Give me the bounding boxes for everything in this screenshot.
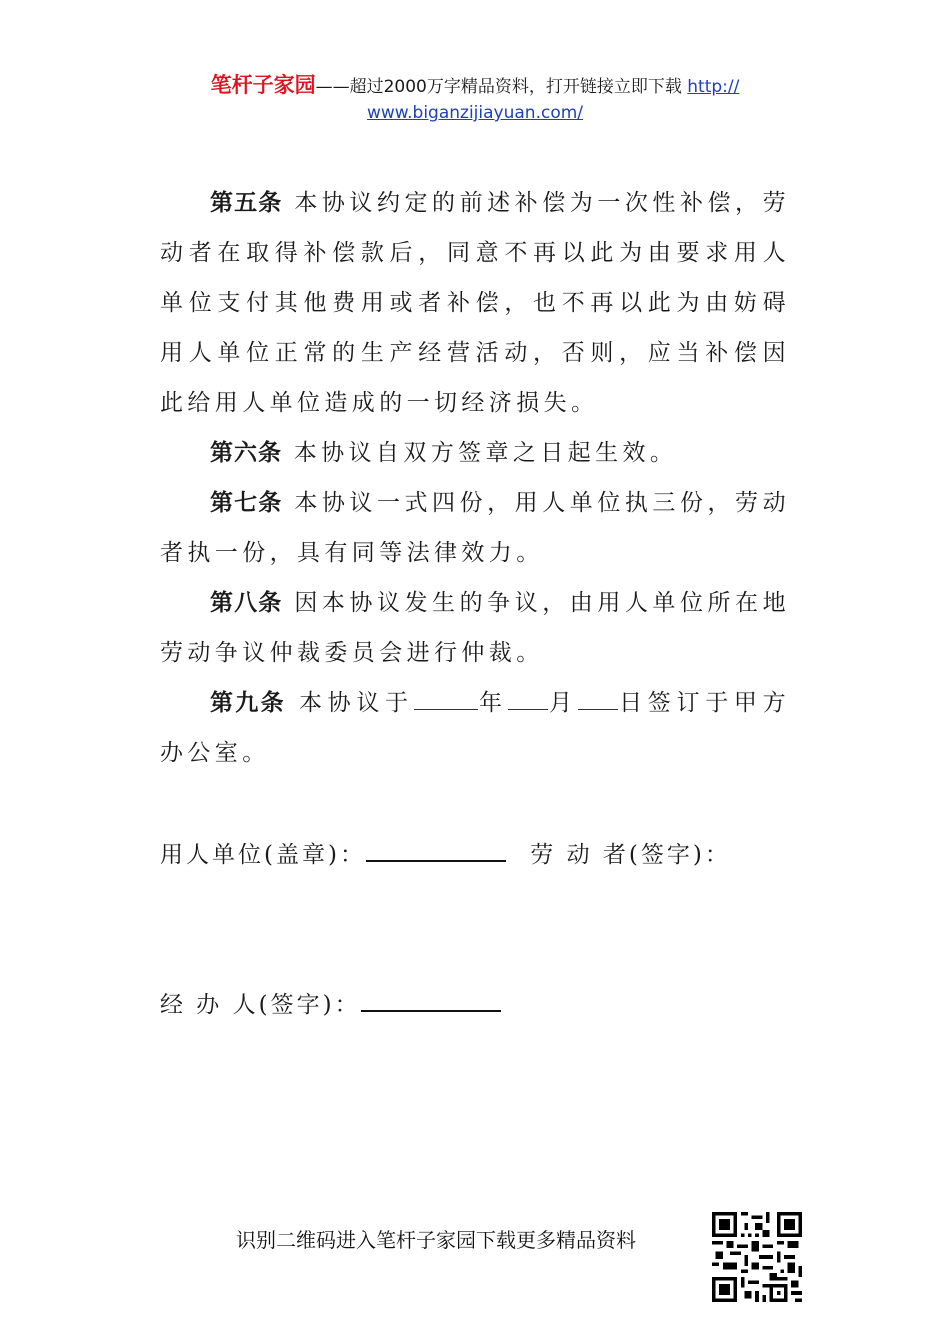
employer-seal-line[interactable] [366,836,506,862]
header-tagline: ——超过2000万字精品资料，打开链接立即下载 [315,77,682,97]
article-8 [160,578,790,678]
employer-seal-label: 用人单位(盖章)： [160,842,366,868]
article-label: 第七条 [210,490,283,516]
article-7 [160,478,790,578]
brand-name: 笔杆子家园 [210,73,316,97]
article-label: 第八条 [210,590,283,616]
year-label: 年 [477,690,508,716]
employer-signature-row [160,836,731,870]
month-blank[interactable] [508,687,548,710]
qr-code-icon[interactable] [712,1212,802,1302]
handler-signature-label: 经 办 人(签字)： [160,992,361,1018]
article-label: 第六条 [210,440,282,466]
article-text: 本协议一式四份，用人单位执三份，劳动者执一份，具有同等法律效力。 [160,490,791,566]
handler-signature-line[interactable] [361,986,501,1012]
page-header [0,72,950,126]
article-9 [160,678,790,778]
month-label: 月 [547,690,578,716]
header-link-part2[interactable]: www.biganzijiayuan.com/ [366,103,584,123]
worker-signature-label: 劳 动 者(签字)： [530,842,731,868]
article-text: 本协议约定的前述补偿为一次性补偿，劳动者在取得补偿款后，同意不再以此为由要求用人单位支付其他费用或者补偿，也不再以此为由妨碍用人单位正常的生产经营活动，否则，应当补偿因此给用人单位造成的一切经济损失。 [160,190,791,416]
header-link-part1[interactable]: http:// [687,77,740,97]
article-5 [160,178,790,428]
article-text: 本协议自双方签章之日起生效。 [293,440,678,466]
agreement-body [160,178,790,778]
footer-text: 识别二维码进入笔杆子家园下载更多精品资料 [236,1228,636,1252]
day-blank[interactable] [578,687,618,710]
article-text-a: 本协议于 [298,690,414,716]
article-label: 第九条 [210,690,286,716]
article-6 [160,428,790,478]
article-text-b: 日签订于甲方办公室。 [160,690,790,766]
year-blank[interactable] [414,687,478,710]
article-label: 第五条 [210,190,283,216]
article-text: 因本协议发生的争议，由用人单位所在地劳动争议仲裁委员会进行仲裁。 [160,590,791,666]
handler-signature-row [160,986,501,1020]
